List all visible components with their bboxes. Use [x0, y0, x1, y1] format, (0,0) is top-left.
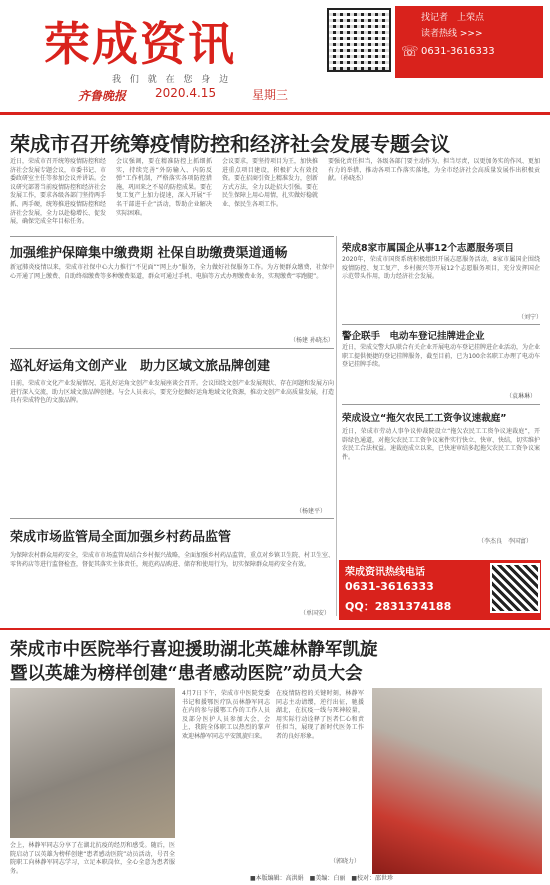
- article8-headline-line1: 荣成市中医院举行喜迎援助湖北英雄林静军凯旋: [10, 640, 378, 660]
- hotline-title: 荣成资讯热线电话: [345, 567, 425, 578]
- divider: [10, 236, 334, 237]
- article8-photo-right: [372, 688, 542, 874]
- page-footer: ■本版编辑：高洪娟 ■美编：白丽 ■校对：邵世珍: [250, 875, 394, 882]
- article5-byline: （刘宁）: [518, 314, 543, 321]
- article4-byline: （单国安）: [300, 610, 331, 617]
- article3-byline: （杨建平）: [296, 508, 327, 515]
- article1-col1: 近日，荣成市召开统筹疫情防控和经济社会发展专题会议，市委书记、市委政研室主任等参加会议并讲话。会议研究部署当前疫情防控和经济社会发展工作，要求各级各部门坚持两手抓、两手硬，统筹推进疫情防控和经济社会发展，全力以赴稳增长、促发展，确保完成全年目标任务。: [10, 158, 107, 226]
- divider: [342, 404, 540, 405]
- paper-name: 齐鲁晚报: [78, 89, 127, 103]
- article2-body: 新冠肺炎疫情以来，荣成市社保中心大力推行“不见面”“网上办”服务，全力做好社保服务工作。为方便群众缴费，社保中心开通了网上缴费、自助终端缴费等多种缴费渠道，群众可通过手机、电脑等方式办理缴费业务，实现缴费“零跑腿”。: [10, 264, 334, 280]
- contact-phone: 0631-3616333: [421, 46, 495, 57]
- issue-date: 2020.4.15: [155, 86, 217, 100]
- article3-body: 日前，荣成市文化产业发展情况、巡礼好运角文创产业发展座谈会召开。会议围绕文创产业发展现状、存在问题和发展方向进行深入交流，助力区域文旅品牌创建。与会人员表示，要充分挖掘好运角地域文化资源，推动文创产业高质量发展，打造具有荣成特色的文旅品牌。: [10, 380, 335, 405]
- divider: [342, 324, 540, 325]
- article2-byline: （杨建 孙晓杰）: [290, 337, 334, 344]
- hotline-qq: QQ：2831374188: [345, 600, 452, 613]
- article1-col3: 会议要求，要坚持项目为王，加快推进重点项目建设，积极扩大有效投资。要在招商引资上精准发力，创新方式方法，全力以赴招大引强。要在民生保障上用心用情，扎实做好稳就业、保民生各项工作。: [222, 158, 319, 208]
- qr-code-icon: [327, 8, 391, 72]
- hotline-phone: 0631-3616333: [345, 580, 434, 593]
- header-divider: [0, 112, 550, 115]
- article8-headline-line2: 暨以英雄为榜样创建“患者感动医院”动员大会: [10, 664, 363, 684]
- article8-byline: （郭晓力）: [330, 858, 361, 865]
- article2-headline: 加强维护保障集中缴费期 社保自助缴费渠道通畅: [10, 246, 288, 261]
- article7-body: 近日，荣成市劳动人事争议仲裁院设立“拖欠农民工工资争议速裁庭”，开辟绿色通道，对拖欠农民工工资争议案件实行快立、快审、快结，切实维护农民工合法权益。速裁庭成立以来，已快速审结多起拖欠农民工工资争议案件。: [342, 428, 541, 461]
- hotline-qr-code-icon: [490, 563, 540, 613]
- article7-headline: 荣成设立“拖欠农民工工资争议速裁庭”: [342, 413, 507, 424]
- section-divider: [0, 628, 550, 630]
- reader-hotline-box: [395, 6, 543, 78]
- article4-body: 为保障农村群众用药安全，荣成市市场监管局结合乡村振兴战略，全面加强乡村药品监管，重点对乡镇卫生院、村卫生室、零售药店等进行监督检查，督促其落实主体责任，规范药品购进、储存和使用行为，切实保障群众用药安全有效。: [10, 552, 335, 568]
- article1-col2: 会议强调，要在精准防控上抓细抓实，持续完善“外防输入、内防反弹”工作机制，严格落实各项防控措施，巩固来之不易的防控成果。要在复工复产上加力提速，深入开展“千名干部进千企”活动，帮助企业解决实际困难。: [116, 158, 213, 217]
- article6-byline: （袁琳琳）: [506, 393, 537, 400]
- article1-col4: 要强化责任担当，各级各部门要主动作为、担当尽责，以更加务实的作风、更加有力的举措，推动各项工作落实落地，为全市经济社会高质量发展作出积极贡献。（孙晓杰）: [328, 158, 540, 183]
- contact-line1: 找记者 上荣点: [421, 13, 485, 23]
- article6-body: 近日，荣成交警大队联合有关企业开展电动车登记挂牌进企业活动，为企业职工提供便捷的登记挂牌服务，截至目前，已为100余名职工办理了电动车登记挂牌手续。: [342, 344, 541, 369]
- article4-headline: 荣成市场监管局全面加强乡村药品监管: [10, 530, 232, 545]
- contact-line2: 读者热线 >>>: [421, 29, 483, 39]
- article8-col1: 4月7日下午，荣成市中医院党委书记和援鄂医疗队员林静军同志在内的参与援鄂工作的工作人员及部分医护人员参加大会，会上，我院全体职工以热烈的掌声欢迎林静军同志平安凯旋归来。: [182, 690, 270, 740]
- article5-headline: 荣成8家市属国企从事12个志愿服务项目: [342, 243, 514, 254]
- divider: [10, 348, 334, 349]
- phone-icon: ☏: [401, 44, 419, 60]
- article3-headline: 巡礼好运角文创产业 助力区域文旅品牌创建: [10, 359, 271, 374]
- article7-byline: （李杰良 李国富）: [478, 538, 533, 545]
- article8-col2: 在疫情防控的关键时刻，林静军同志主动请缨，逆行出征，驰援湖北，在抗疫一线与死神较量，用实际行动诠释了医者仁心和责任担当，展现了新时代医务工作者的良好形象。: [276, 690, 364, 740]
- article8-photo-left: [10, 688, 175, 838]
- article1-headline: 荣成市召开统筹疫情防控和经济社会发展专题会议: [10, 132, 450, 156]
- divider: [10, 518, 334, 519]
- column-divider: [336, 236, 337, 616]
- article6-headline: 警企联手 电动车登记挂牌进企业: [342, 331, 485, 342]
- masthead: [0, 0, 550, 112]
- masthead-title: 荣成资讯: [44, 17, 236, 71]
- masthead-slogan: 我 们 就 在 您 身 边: [112, 75, 232, 85]
- article5-body: 2020年，荣成市国资系统积极组织开展志愿服务活动，8家市属国企围绕疫情防控、复工复产、乡村振兴等开展12个志愿服务项目，充分发挥国企示范带头作用，助力经济社会发展。: [342, 256, 540, 281]
- issue-weekday: 星期三: [252, 88, 289, 102]
- article8-col3: 会上，林静军同志分享了在湖北抗疫的经历和感受。随后，医院启动了以英雄为榜样创建“患者感动医院”动员活动，号召全院职工向林静军同志学习，立足本职岗位，全心全意为患者服务。: [10, 842, 175, 875]
